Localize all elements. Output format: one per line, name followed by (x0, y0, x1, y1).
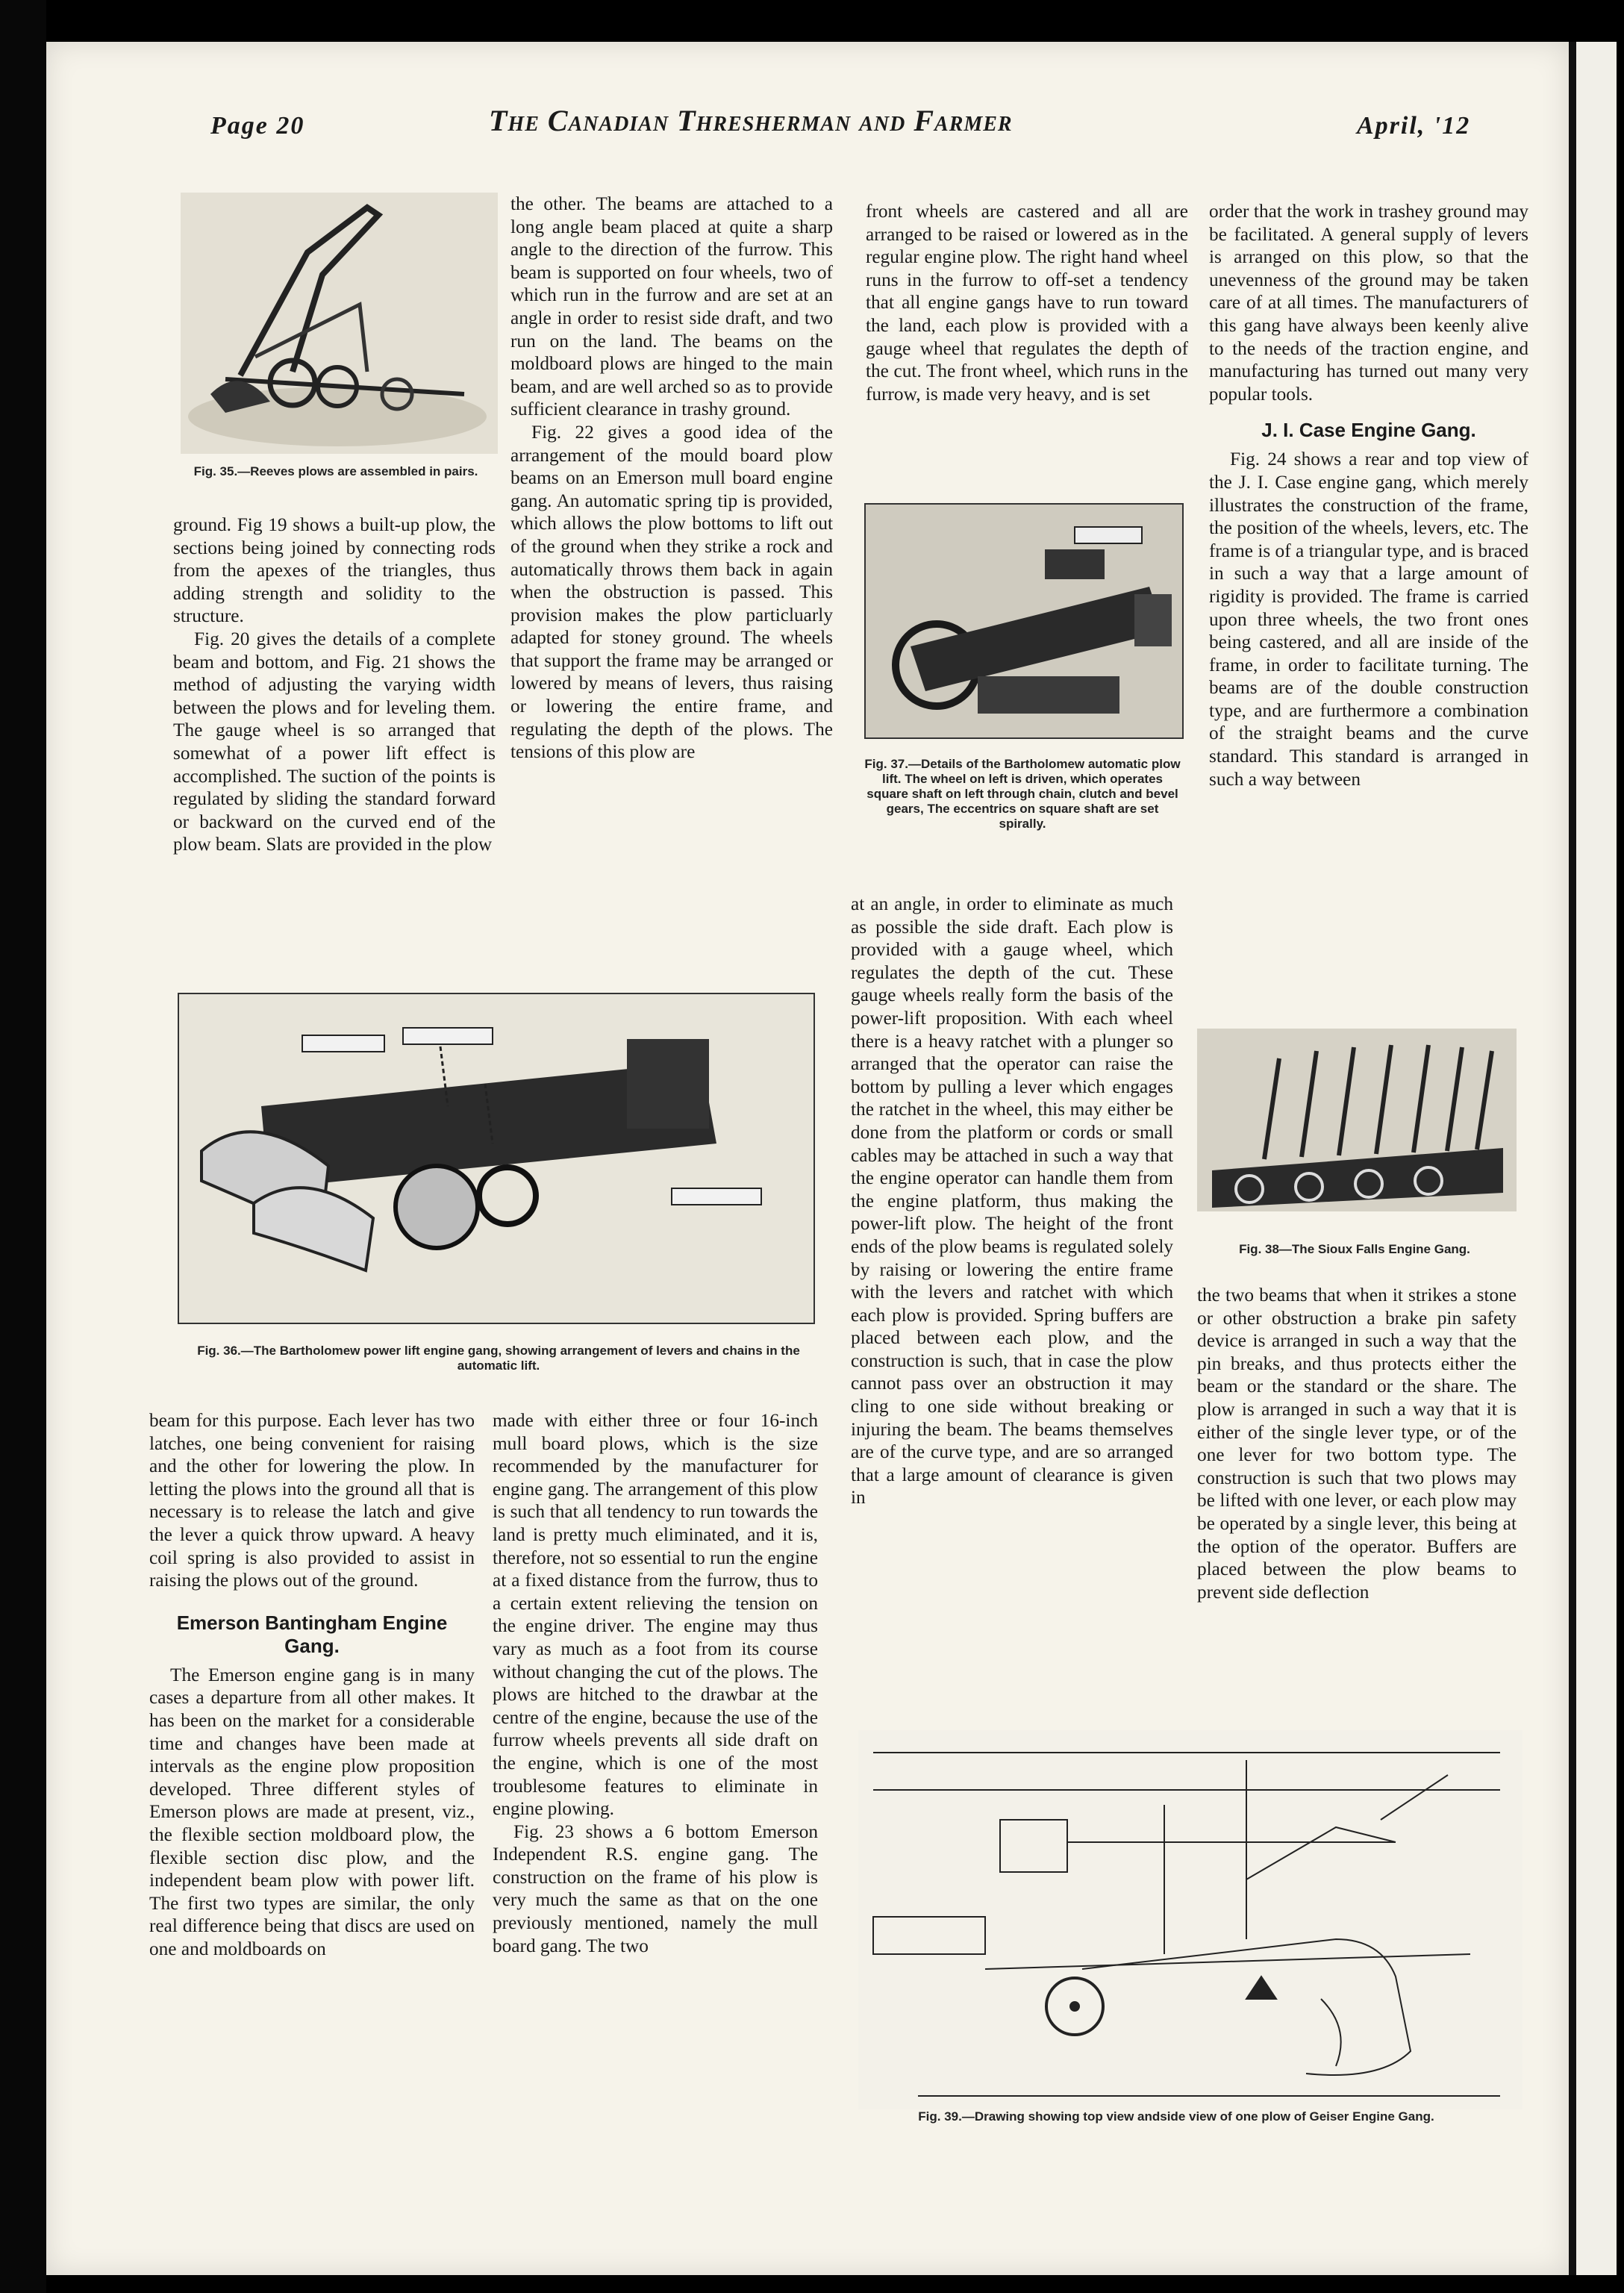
reeves-plow-drawing (181, 193, 498, 454)
fig37-image (864, 503, 1184, 739)
paragraph: The Emerson engine gang is in many cases a departure from all other makes. It has been on the market for a considerable time and changes have been made at intervals as the engine plow proposition developed. Three different styles of Emerson plows are made at present, viz., the flexible section moldboard plow, the flexible section disc plow, and the independent beam plow with power lift. The first two types are similar, the only real difference being that discs are used on one and moldboards on (149, 1664, 475, 1959)
paragraph: the two beams that when it strikes a stone or other obstruction a brake pin safety device is arranged in such a way that the pin breaks, and thus protects either the beam or the standard or the share. The plow is arranged in such a way that it is either of the single lever type, or of the one lever for two bottom type. The construction is such that two plows may be lifted with one lever, or each plow may be operated by a single lever, this being at the option of the operator. Buffers are placed between the plow beams to prevent side deflection (1197, 1285, 1517, 1603)
page-number: Page 20 (210, 112, 305, 140)
paragraph: order that the work in trashey ground may be facilitated. A general supply of levers is arranged on this plow, so that the unevenness of the ground may be taken care of at all times. The manufacturers of this gang have always been keenly alive to the needs of the traction engine, and manufacturing has turned out many very popular tools. (1209, 201, 1528, 405)
fig38-image (1197, 1029, 1517, 1211)
geiser-plow-line-drawing (858, 1730, 1522, 2109)
paragraph: ground. Fig 19 shows a built-up plow, the sections being joined by connecting rods from the apexes of the triangles, thus adding strength and solidity to the structure. (173, 514, 496, 627)
paragraph: Fig. 20 gives the details of a complete beam and bottom, and Fig. 21 shows the method of adjusting the varying width between the plows and for leveling them. The gauge wheel is so arranged that somewhat of a power lift effect is accomplished. The suction of the points is regulated by sliding the standard forward or backward on the curved end of the plow beam. Slats are provided in the plow (173, 628, 496, 855)
paragraph: the other. The beams are attached to a long angle beam placed at quite a sharp angle to the direction of the furrow. This beam is supported on four wheels, two of which run in the furrow and are set at an angle in order to resist side draft, and two run on the land. The beams on the moldboard plows are hinged to the main beam, and are well arched so as to provide sufficient clearance in trashy ground. (510, 193, 833, 420)
fig36-image (178, 993, 815, 1324)
column-3-top (866, 200, 1188, 405)
fig35-caption: Fig. 35.—Reeves plows are assembled in pairs. (193, 464, 478, 478)
fig36-caption: Fig. 36.—The Bartholomew power lift engine gang, showing arrangement of levers and chains in the automatic lift. (197, 1344, 800, 1373)
heading-emerson: Emerson Bantingham Engine Gang. (176, 1611, 448, 1657)
scan-border-right (1569, 42, 1624, 2275)
paragraph: at an angle, in order to eliminate as much as possible the side draft. Each plow is provided with a gauge wheel, which regulates the depth of the cut. These gauge wheels really form the basis of the power-lift proposition. With each wheel there is a heavy ratchet with a plunger so arranged that the operator can raise the bottom by pulling a lever which engages the ratchet in the wheel, this may either be done from the platform or cords or small cables may be attached in such a way that the engine operator can handle them from the engine platform, thus making the power-lift plow. The height of the front ends of the plow beams is regulated solely by raising or lowering the entire frame with the levers and ratchet with which each plow is provided. Spring buffers are placed between each plow, and the construction is such, that in case the plow cannot pass over an obstruction it may cling to one side without breaking or injuring the beam. The beams themselves are of the curve type, and are so arranged that a large amount of clearance is given in (851, 893, 1173, 1509)
column-3-middle (851, 893, 1173, 1509)
bartholomew-lift-photo (866, 505, 1182, 737)
fig37-caption: Fig. 37.—Details of the Bartholomew automatic plow lift. The wheel on left is driven, which operates square shaft on left through chain, clutch and bevel gears, The eccentrics on square shaft are set spirally. (864, 757, 1181, 831)
column-4-bottom (1197, 1284, 1517, 1603)
paragraph: made with either three or four 16-inch mull board plows, which is the size recommended by the manufacturer for engine gang. The arrangement of this plow is such that all tendency to run towards the land is pretty much eliminated, and it is, therefore, not so essential to run the engine at a fixed distance from the furrow, thus to a certain extent relieving the tension on the engine driver. The engine may thus vary as much as a foot from its course without changing the cut of the plows. The plows are hitched to the drawbar at the centre of the engine, because the use of the furrow wheels prevents all side draft on the engine, which is one of the most troublesome features to eliminate in engine plowing. (493, 1410, 818, 1820)
masthead-title: The Canadian Thresherman and Farmer (489, 104, 1013, 137)
paragraph: Fig. 22 gives a good idea of the arrangement of the mould board plow beams on an Emerson mull board engine gang. An automatic spring tip is provided, which allows the plow bottoms to lift out of the ground when they strike a rock and automatically throws them back in again when the obstruction is passed. This provision makes the plow particluarly adapted for stoney ground. The wheels that support the frame may be arranged or lowered by means of levers, thus raising or lowering the entire frame, and regulating the depth of the plows. The tensions of this plow are (510, 421, 833, 763)
column-1-bottom (149, 1409, 475, 1960)
column-2-top (510, 193, 833, 764)
column-1-top (173, 514, 496, 856)
fig39-caption: Fig. 39.—Drawing showing top view andside view of one plow of Geiser Engine Gang. (918, 2109, 1434, 2124)
heading-case: J. I. Case Engine Gang. (1261, 419, 1476, 442)
column-2-bottom (493, 1409, 818, 1957)
sioux-falls-gang-photo (1197, 1029, 1517, 1211)
fig39-image (858, 1730, 1522, 2109)
paragraph: Fig. 23 shows a 6 bottom Emerson Independent R.S. engine gang. The construction on the frame of his plow is very much the same as that on the one previously mentioned, namely the mull board gang. The two (493, 1821, 818, 1956)
fig38-caption: Fig. 38—The Sioux Falls Engine Gang. (1239, 1242, 1470, 1256)
scan-border-left (0, 0, 46, 2293)
paragraph: front wheels are castered and all are arranged to be raised or lowered as in the regular engine plow. The right hand wheel runs in the furrow to off-set a tendency that all engine gangs have to run toward the land, each plow is provided with a gauge wheel that regulates the depth of the cut. The front wheel, which runs in the furrow, is made very heavy, and is set (866, 201, 1188, 405)
paragraph: beam for this purpose. Each lever has two latches, one being convenient for raising and the other for lowering the plow. In letting the plows into the ground all that is necessary is to release the latch and give the lever a quick throw upward. A heavy coil spring is also provided to assist in raising the plows out of the ground. (149, 1410, 475, 1591)
bartholomew-power-lift-photo (179, 994, 813, 1323)
paragraph: Fig. 24 shows a rear and top view of the J. I. Case engine gang, which merely illustrates the construction of the frame, the position of the wheels, levers, etc. The frame is of a triangular type, and is braced in such a way that a large amount of rigidity is provided. The frame is carried upon three wheels, the two front ones being castered, and all are inside of the frame, in order to facilitate turning. The beams are of the double construction type, and are furthermore a combination of the straight beams and the curve standard. This standard is arranged in such a way between (1209, 449, 1528, 790)
fig35-image (181, 193, 498, 454)
issue-date: April, '12 (1357, 112, 1471, 140)
column-4-top (1209, 200, 1528, 790)
